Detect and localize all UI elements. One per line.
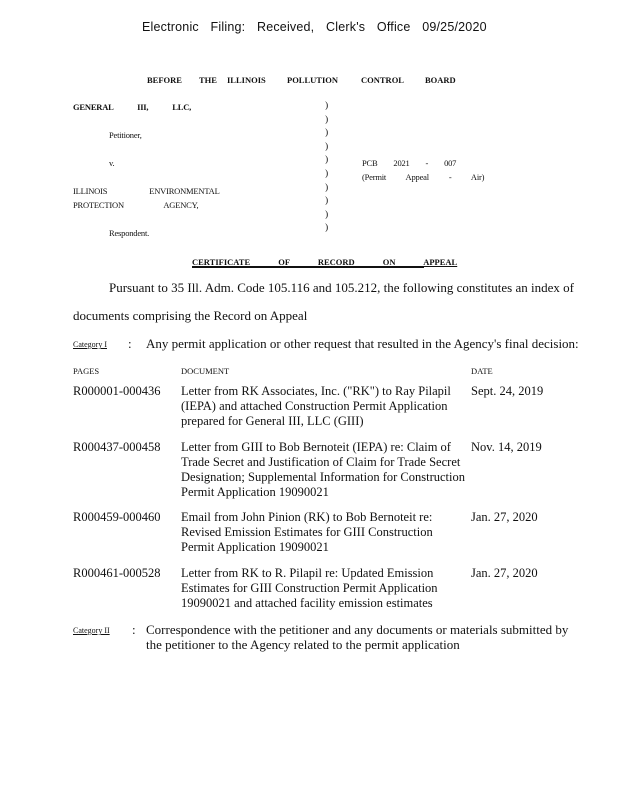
row-pages: R000001-000436 bbox=[73, 384, 161, 398]
row-document: Letter from RK Associates, Inc. ("RK") to Ray Pilapil (IEPA) and attached Construction Permit Application prepared for General III, LLC (GIII) bbox=[181, 384, 451, 428]
intro-line-2: documents comprising the Record on Appeal bbox=[73, 308, 308, 323]
category-1-label: Category I bbox=[73, 340, 107, 349]
board-title-word: POLLUTION bbox=[287, 75, 339, 85]
category-2-text-line-2: the petitioner to the Agency related to the permit application bbox=[146, 637, 460, 652]
column-header-pages: PAGES bbox=[73, 366, 100, 376]
column-header-document: DOCUMENT bbox=[181, 366, 230, 376]
row-pages: R000437-000458 bbox=[73, 440, 161, 454]
row-pages: R000461-000528 bbox=[73, 566, 161, 580]
category-2-text-line-1: Correspondence with the petitioner and any documents or materials submitted by bbox=[146, 622, 569, 637]
respondent-role: Respondent. bbox=[109, 228, 150, 238]
row-date: Sept. 24, 2019 bbox=[471, 384, 544, 398]
versus: v. bbox=[109, 158, 115, 168]
row-date: Nov. 14, 2019 bbox=[471, 440, 542, 454]
row-date: Jan. 27, 2020 bbox=[471, 566, 538, 580]
respondent-line-2: PROTECTION AGENCY, bbox=[73, 200, 199, 210]
board-title-word: BEFORE bbox=[147, 75, 182, 85]
row-pages: R000459-000460 bbox=[73, 510, 161, 524]
petitioner-name: GENERAL III, LLC, bbox=[73, 102, 192, 112]
category-2-label: Category II bbox=[73, 626, 110, 635]
case-number: PCB 2021 - 007 bbox=[362, 158, 457, 168]
row-date: Jan. 27, 2020 bbox=[471, 510, 538, 524]
category-1-text: Any permit application or other request that resulted in the Agency's final decision: bbox=[146, 336, 579, 351]
column-header-date: DATE bbox=[471, 366, 493, 376]
respondent-line-1: ILLINOIS ENVIRONMENTAL bbox=[73, 186, 220, 196]
row-document: Email from John Pinion (RK) to Bob Bernoteit re: Revised Emission Estimates for GIII Construction Permit Application 19090021 bbox=[181, 510, 433, 554]
board-title bbox=[147, 75, 456, 85]
petitioner-role: Petitioner, bbox=[109, 130, 142, 140]
case-type: (Permit Appeal - Air) bbox=[362, 172, 485, 182]
board-title-word: BOARD bbox=[425, 75, 456, 85]
board-title-word: CONTROL bbox=[361, 75, 404, 85]
category-2-colon: : bbox=[132, 622, 136, 637]
certificate-title: CERTIFICATE OF RECORD ON APPEAL bbox=[192, 257, 458, 267]
certificate-underline bbox=[192, 267, 424, 268]
board-title-word: ILLINOIS bbox=[227, 75, 266, 85]
category-1-colon: : bbox=[128, 336, 132, 351]
board-title-word: THE bbox=[199, 75, 217, 85]
intro-line-1: Pursuant to 35 Ill. Adm. Code 105.116 and 105.212, the following constitutes an index of bbox=[109, 280, 574, 295]
row-document: Letter from RK to R. Pilapil re: Updated Emission Estimates for GIII Construction Permit Application 19090021 and attached facility emission estimates bbox=[181, 566, 438, 610]
filing-header: Electronic Filing: Received, Clerk's Office 09/25/2020 bbox=[142, 20, 487, 34]
caption-bracket: ) ) ) ) ) ) ) ) ) ) bbox=[325, 101, 329, 234]
row-document: Letter from GIII to Bob Bernoteit (IEPA) re: Claim of Trade Secret and Justification of Claim for Trade Secret Designation; Supplemental Information for Construction Permit Application 19090021 bbox=[181, 440, 465, 499]
